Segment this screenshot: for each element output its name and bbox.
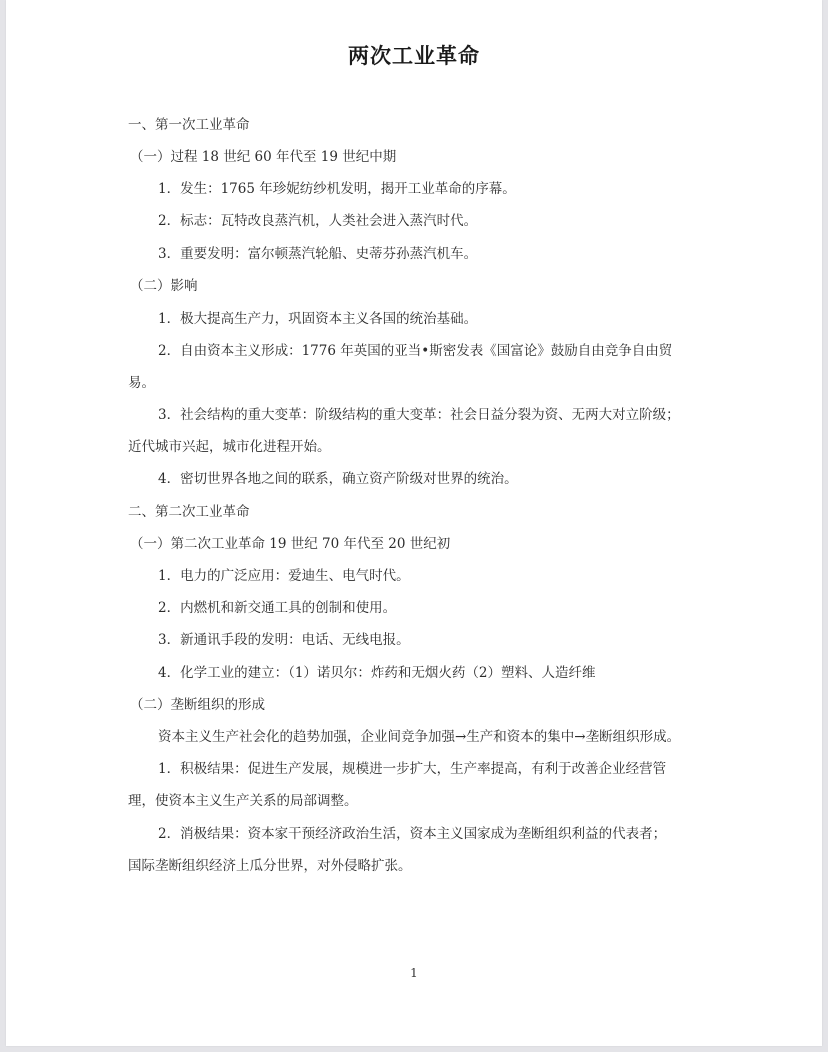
list-item: 2．自由资本主义形成：1776 年英国的亚当•斯密发表《国富论》鼓励自由竞争自由贸 xyxy=(158,343,673,359)
subsection-heading: （一）过程 18 世纪 60 年代至 19 世纪中期 xyxy=(130,149,397,165)
document-page xyxy=(6,0,822,1046)
section-heading: 二、第二次工业革命 xyxy=(128,504,250,520)
list-item: 1．发生：1765 年珍妮纺纱机发明，揭开工业革命的序幕。 xyxy=(158,181,516,197)
list-item: 1．电力的广泛应用：爱迪生、电气时代。 xyxy=(158,568,410,584)
page-number: 1 xyxy=(410,966,418,980)
list-item-continuation: 易。 xyxy=(128,375,155,391)
list-item: 2．消极结果：资本家干预经济政治生活，资本主义国家成为垄断组织利益的代表者； xyxy=(158,826,667,842)
paragraph: 资本主义生产社会化的趋势加强，企业间竞争加强→生产和资本的集中→垄断组织形成。 xyxy=(158,729,681,745)
subsection-heading: （二）垄断组织的形成 xyxy=(130,697,265,713)
list-item-continuation: 国际垄断组织经济上瓜分世界，对外侵略扩张。 xyxy=(128,858,412,874)
list-item: 2．内燃机和新交通工具的创制和使用。 xyxy=(158,600,397,616)
document-title: 两次工业革命 xyxy=(348,44,480,68)
list-item: 3．重要发明：富尔顿蒸汽轮船、史蒂芬孙蒸汽机车。 xyxy=(158,246,478,262)
list-item: 4．化学工业的建立：（1）诺贝尔：炸药和无烟火药（2）塑料、人造纤维 xyxy=(158,665,596,681)
list-item: 3．社会结构的重大变革：阶级结构的重大变革：社会日益分裂为资、无两大对立阶级； xyxy=(158,407,680,423)
list-item: 1．积极结果：促进生产发展，规模进一步扩大，生产率提高，有利于改善企业经营管 xyxy=(158,761,667,777)
section-heading: 一、第一次工业革命 xyxy=(128,117,250,133)
list-item: 2．标志：瓦特改良蒸汽机，人类社会进入蒸汽时代。 xyxy=(158,213,478,229)
list-item-continuation: 理，使资本主义生产关系的局部调整。 xyxy=(128,793,358,809)
list-item: 4．密切世界各地之间的联系，确立资产阶级对世界的统治。 xyxy=(158,471,518,487)
list-item: 1．极大提高生产力，巩固资本主义各国的统治基础。 xyxy=(158,311,478,327)
list-item-continuation: 近代城市兴起，城市化进程开始。 xyxy=(128,439,331,455)
list-item: 3．新通讯手段的发明：电话、无线电报。 xyxy=(158,632,410,648)
subsection-heading: （二）影响 xyxy=(130,278,198,294)
subsection-heading: （一）第二次工业革命 19 世纪 70 年代至 20 世纪初 xyxy=(130,536,451,552)
